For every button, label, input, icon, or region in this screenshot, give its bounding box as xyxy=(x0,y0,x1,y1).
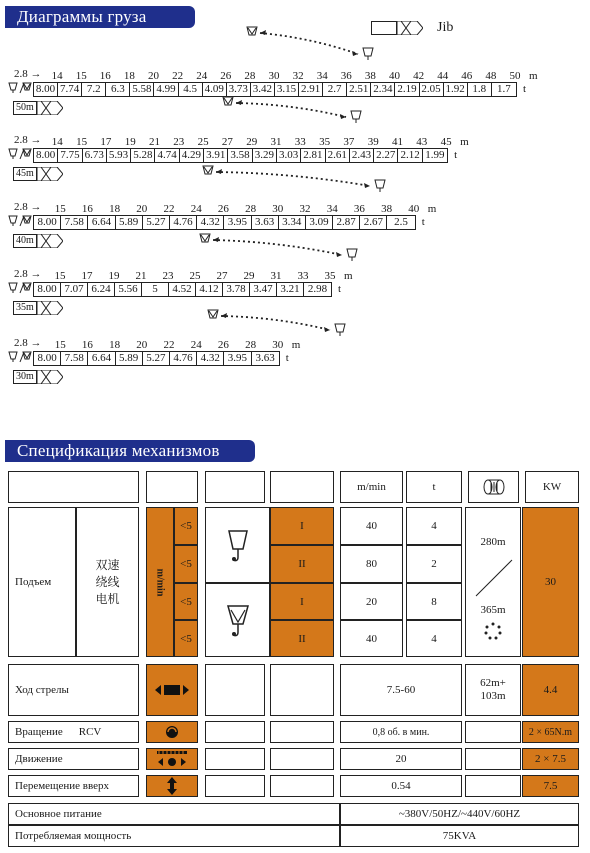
capacity-value: 2.67 xyxy=(360,216,387,229)
radius-value: 32 xyxy=(292,70,304,82)
capacity-value: 2.12 xyxy=(398,149,422,162)
boom-length-tag xyxy=(13,101,63,115)
radius-value: 25 xyxy=(189,270,201,282)
capacity-value: 4.29 xyxy=(180,149,204,162)
hoist-speed-3: 20 xyxy=(340,583,403,620)
radius-value: 23 xyxy=(173,136,185,148)
climbing-blank-2 xyxy=(270,775,334,797)
capacity-value: 8.00 xyxy=(34,283,61,296)
jib-arrow-icon xyxy=(397,21,423,35)
slewing-label: Вращение xyxy=(15,726,63,738)
load-charts-title: Диаграммы груза xyxy=(5,6,195,28)
capacity-row xyxy=(33,148,448,163)
luffing-blank-2 xyxy=(270,664,334,716)
trolley-travel-arrow xyxy=(201,306,358,349)
boom-length: 50m xyxy=(13,101,37,115)
radius-value: 19 xyxy=(108,270,120,282)
header-speed-unit: m/min xyxy=(340,471,403,503)
radius-value: 26 xyxy=(220,70,232,82)
load-unit: t xyxy=(523,83,527,95)
radius-value: 30 xyxy=(272,203,284,215)
radius-value: 24 xyxy=(190,203,202,215)
boom-length: 35m xyxy=(13,301,37,315)
capacity-value: 2.81 xyxy=(301,149,325,162)
load-unit: t xyxy=(454,149,458,161)
capacity-value: 4.76 xyxy=(170,216,197,229)
radius-value: 46 xyxy=(461,70,473,82)
hoist-speed-axis: m/min xyxy=(146,507,174,657)
chart-start-radius: 2.8 → xyxy=(14,134,42,146)
climbing-blank-1 xyxy=(205,775,265,797)
radius-value: 23 xyxy=(162,270,174,282)
header-power-unit: KW xyxy=(525,471,579,503)
capacity-value: 7.2 xyxy=(82,83,106,96)
capacity-value: 3.21 xyxy=(277,283,304,296)
radius-value: 33 xyxy=(294,136,306,148)
capacity-value: 3.78 xyxy=(223,283,250,296)
capacity-value: 2.05 xyxy=(420,83,444,96)
power-supply-value: ~380V/50HZ/~440V/60HZ xyxy=(340,803,579,825)
capacity-value: 8.00 xyxy=(34,149,58,162)
radius-value: 37 xyxy=(343,136,355,148)
capacity-value: 4.76 xyxy=(170,352,197,365)
radius-value: 26 xyxy=(217,339,229,351)
luffing-power: 4.4 xyxy=(522,664,579,716)
slewing-power: 2 × 65N.m xyxy=(522,721,579,743)
hoist-power: 30 xyxy=(522,507,579,657)
radius-value: 48 xyxy=(485,70,497,82)
capacity-value: 3.95 xyxy=(224,352,251,365)
rope-divider-line xyxy=(474,558,514,598)
hoist-gear-3: I xyxy=(270,583,334,620)
capacity-value: 3.91 xyxy=(204,149,228,162)
radius-value: 41 xyxy=(392,136,403,148)
hook-type-icon xyxy=(8,351,32,366)
boom-length: 45m xyxy=(13,167,37,181)
radius-value: 22 xyxy=(172,70,184,82)
spec-title: Спецификация механизмов xyxy=(5,440,255,462)
travel-blank-3 xyxy=(465,748,521,770)
radius-value: 31 xyxy=(270,136,282,148)
rope-coil-icon xyxy=(484,622,502,640)
capacity-value: 3.09 xyxy=(306,216,333,229)
radius-value: 18 xyxy=(123,70,135,82)
travel-power: 2 × 7.5 xyxy=(522,748,579,770)
capacity-row xyxy=(33,215,416,230)
radius-value: 18 xyxy=(109,339,121,351)
capacity-value: 3.73 xyxy=(227,83,251,96)
travel-blank-1 xyxy=(205,748,265,770)
capacity-value: 5.56 xyxy=(115,283,142,296)
radius-value: 24 xyxy=(190,339,202,351)
jib-arrow-icon xyxy=(37,101,63,115)
hoist-rope xyxy=(465,507,521,657)
hoist-speed-4: 40 xyxy=(340,620,403,657)
hoist-load-2: 2 xyxy=(406,545,462,583)
capacity-value: 5.89 xyxy=(116,352,143,365)
radius-value: 17 xyxy=(100,136,112,148)
radius-value: 36 xyxy=(340,70,352,82)
boom-length: 40m xyxy=(13,234,37,248)
hoist-motor xyxy=(76,507,139,657)
radius-value: 28 xyxy=(245,203,257,215)
capacity-value: 4.32 xyxy=(197,216,224,229)
capacity-value: 5.27 xyxy=(143,216,170,229)
radius-value: 24 xyxy=(196,70,208,82)
capacity-value: 3.42 xyxy=(251,83,275,96)
capacity-value: 5.27 xyxy=(143,352,170,365)
consumption-value: 75KVA xyxy=(340,825,579,847)
slewing-icon xyxy=(146,721,198,743)
radius-unit: m xyxy=(344,270,353,282)
radius-value: 27 xyxy=(221,136,233,148)
jib-arrow-icon xyxy=(37,167,63,181)
header-blank-4 xyxy=(270,471,334,503)
capacity-value: 3.34 xyxy=(279,216,306,229)
radius-value: 14 xyxy=(51,70,63,82)
radius-value: 40 xyxy=(389,70,400,82)
radius-value: 45 xyxy=(440,136,452,148)
travel-blank-2 xyxy=(270,748,334,770)
hoist-motor-3: 电机 xyxy=(95,591,120,606)
hoist-gear-4: II xyxy=(270,620,334,657)
hoist-rope-bottom: 365m xyxy=(480,604,506,616)
header-blank-2 xyxy=(146,471,198,503)
capacity-value: 6.73 xyxy=(83,149,107,162)
capacity-value: 2.51 xyxy=(347,83,371,96)
slewing-blank-1 xyxy=(205,721,265,743)
radius-value: 44 xyxy=(437,70,449,82)
trolley-travel-arrow xyxy=(240,23,386,73)
hoist-load-1: 4 xyxy=(406,507,462,545)
capacity-value: 5.58 xyxy=(130,83,154,96)
capacity-value: 4.99 xyxy=(154,83,178,96)
capacity-value: 8.00 xyxy=(34,216,61,229)
hook-type-icon xyxy=(8,282,32,297)
radius-value: 20 xyxy=(148,70,159,82)
jib-arrow-icon xyxy=(37,301,63,315)
hoist-level-4: <5 xyxy=(174,620,198,657)
radius-value: 25 xyxy=(197,136,209,148)
capacity-value: 2.7 xyxy=(323,83,347,96)
slewing-blank-3 xyxy=(465,721,521,743)
capacity-value: 6.24 xyxy=(88,283,115,296)
radius-value: 29 xyxy=(246,136,258,148)
luffing-speed: 7.5-60 xyxy=(340,664,462,716)
power-supply-label: Основное питание xyxy=(8,803,340,825)
capacity-value: 2.87 xyxy=(333,216,360,229)
capacity-value: 7.75 xyxy=(58,149,82,162)
capacity-value: 4.52 xyxy=(169,283,196,296)
trolley-travel-arrow xyxy=(193,230,370,274)
radius-unit: m xyxy=(291,339,301,351)
capacity-value: 3.58 xyxy=(228,149,252,162)
slewing-speed: 0,8 об. в мин. xyxy=(340,721,462,743)
hoist-level-3: <5 xyxy=(174,583,198,620)
drum-icon xyxy=(468,471,519,503)
capacity-value: 2.5 xyxy=(394,216,408,228)
capacity-value: 4.12 xyxy=(196,283,223,296)
boom-length: 30m xyxy=(13,370,37,384)
climbing-icon xyxy=(146,775,198,797)
climbing-label: Перемещение вверх xyxy=(8,775,139,797)
radius-value: 17 xyxy=(81,270,93,282)
radius-value: 18 xyxy=(109,203,121,215)
radius-value: 16 xyxy=(81,339,93,351)
capacity-value: 7.74 xyxy=(58,83,82,96)
capacity-value: 4.74 xyxy=(155,149,179,162)
radius-unit: m xyxy=(427,203,437,215)
load-unit: t xyxy=(338,283,342,295)
climbing-speed: 0.54 xyxy=(340,775,462,797)
capacity-value: 3.95 xyxy=(224,216,251,229)
capacity-value: 2.27 xyxy=(374,149,398,162)
hook-single-icon xyxy=(205,507,270,583)
radius-value: 16 xyxy=(99,70,111,82)
chart-start-radius: 2.8 → xyxy=(14,68,42,80)
radius-value: 34 xyxy=(316,70,328,82)
radius-value: 20 xyxy=(136,339,148,351)
radius-value: 19 xyxy=(124,136,136,148)
capacity-value: 5.93 xyxy=(107,149,131,162)
radius-value: 39 xyxy=(367,136,379,148)
radius-value: 43 xyxy=(416,136,428,148)
jib-arrow-icon xyxy=(37,370,63,384)
trolley-travel-arrow xyxy=(216,93,374,136)
radius-value: 42 xyxy=(413,70,425,82)
travel-icon xyxy=(146,748,198,770)
radius-value: 27 xyxy=(216,270,228,282)
trolley-travel-icon xyxy=(146,664,198,716)
radius-value: 32 xyxy=(299,203,311,215)
radius-value: 29 xyxy=(243,270,255,282)
capacity-row xyxy=(33,351,280,366)
header-blank-3 xyxy=(205,471,265,503)
hook-type-icon xyxy=(8,82,32,97)
capacity-value: 3.63 xyxy=(252,216,279,229)
climbing-blank-3 xyxy=(465,775,521,797)
trolley-travel-arrow xyxy=(196,162,398,205)
hoist-label: Подъем xyxy=(8,507,76,657)
radius-value: 15 xyxy=(54,270,66,282)
radius-value: 35 xyxy=(324,270,336,282)
capacity-value: 1.92 xyxy=(444,83,468,96)
capacity-value: 3.15 xyxy=(275,83,299,96)
boom-length-tag xyxy=(13,234,63,248)
slewing-label-cell xyxy=(8,721,139,743)
capacity-value: 4.5 xyxy=(179,83,203,96)
radius-value: 35 xyxy=(319,136,331,148)
travel-speed: 20 xyxy=(340,748,462,770)
capacity-value: 3.29 xyxy=(253,149,277,162)
radius-value: 15 xyxy=(75,70,87,82)
radius-value: 26 xyxy=(217,203,229,215)
climbing-power: 7.5 xyxy=(522,775,579,797)
radius-value: 20 xyxy=(136,203,148,215)
capacity-value: 3.03 xyxy=(277,149,301,162)
hoist-level-1: <5 xyxy=(174,507,198,545)
capacity-value: 5.28 xyxy=(131,149,155,162)
hoist-speed-2: 80 xyxy=(340,545,403,583)
capacity-row xyxy=(33,282,332,297)
radius-value: 30 xyxy=(268,70,280,82)
radius-value: 21 xyxy=(149,136,160,148)
hook-double-icon xyxy=(205,583,270,657)
capacity-value: 2.98 xyxy=(307,283,328,295)
hoist-load-3: 8 xyxy=(406,583,462,620)
header-blank-1 xyxy=(8,471,139,503)
radius-value: 50 xyxy=(509,70,521,82)
capacity-value: 1.7 xyxy=(496,83,511,95)
capacity-value: 7.07 xyxy=(61,283,88,296)
radius-value: 33 xyxy=(297,270,309,282)
chart-start-radius: 2.8 → xyxy=(14,201,42,213)
radius-value: 30 xyxy=(272,339,284,351)
header-load-unit: t xyxy=(406,471,462,503)
capacity-value: 2.19 xyxy=(395,83,419,96)
capacity-value: 4.09 xyxy=(203,83,227,96)
load-unit: t xyxy=(421,216,425,228)
capacity-value: 2.34 xyxy=(371,83,395,96)
slewing-blank-2 xyxy=(270,721,334,743)
luffing-label: Ход стрелы xyxy=(8,664,139,716)
radius-value: 22 xyxy=(163,339,175,351)
capacity-value: 5 xyxy=(142,283,169,296)
hoist-motor-1: 双速 xyxy=(95,557,120,572)
boom-length-tag xyxy=(13,301,63,315)
radius-value: 38 xyxy=(364,70,376,82)
capacity-value: 6.3 xyxy=(106,83,130,96)
hook-type-icon xyxy=(8,215,32,230)
luffing-rope: 62m+ 103m xyxy=(465,664,521,716)
capacity-value: 2.61 xyxy=(326,149,350,162)
consumption-label: Потребляемая мощность xyxy=(8,825,340,847)
chart-start-radius: 2.8 → xyxy=(14,337,42,349)
radius-value: 22 xyxy=(163,203,175,215)
capacity-value: 7.58 xyxy=(61,216,88,229)
boom-length-tag xyxy=(13,167,63,181)
radius-value: 15 xyxy=(54,339,66,351)
capacity-value: 6.64 xyxy=(88,216,115,229)
hoist-motor-2: 绕线 xyxy=(95,574,120,589)
radius-value: 38 xyxy=(381,203,393,215)
radius-value: 14 xyxy=(51,136,63,148)
radius-value: 31 xyxy=(270,270,282,282)
radius-value: 40 xyxy=(408,203,420,215)
capacity-value: 7.58 xyxy=(61,352,88,365)
radius-value: 36 xyxy=(353,203,365,215)
capacity-value: 4.32 xyxy=(197,352,224,365)
radius-unit: m xyxy=(460,136,469,148)
capacity-value: 3.63 xyxy=(255,352,275,364)
jib-arrow-icon xyxy=(37,234,63,248)
slewing-code: RCV xyxy=(78,726,102,738)
capacity-value: 2.43 xyxy=(350,149,374,162)
capacity-value: 3.47 xyxy=(250,283,277,296)
luffing-blank-1 xyxy=(205,664,265,716)
capacity-value: 5.89 xyxy=(116,216,143,229)
jib-label: Jib xyxy=(437,20,454,35)
hoist-rope-top: 280m xyxy=(480,536,506,548)
radius-value: 28 xyxy=(245,339,257,351)
radius-unit: m xyxy=(529,70,538,82)
capacity-value: 2.91 xyxy=(299,83,323,96)
radius-value: 15 xyxy=(54,203,66,215)
capacity-value: 6.64 xyxy=(88,352,115,365)
boom-length-tag xyxy=(13,370,63,384)
chart-start-radius: 2.8 → xyxy=(14,268,42,280)
load-unit: t xyxy=(285,352,289,364)
hoist-gear-2: II xyxy=(270,545,334,583)
hoist-load-4: 4 xyxy=(406,620,462,657)
capacity-value: 8.00 xyxy=(34,352,61,365)
capacity-value: 1.8 xyxy=(468,83,492,96)
capacity-value: 1.99 xyxy=(425,149,445,161)
radius-value: 21 xyxy=(135,270,147,282)
travel-label: Движение xyxy=(8,748,139,770)
radius-value: 15 xyxy=(76,136,88,148)
radius-value: 28 xyxy=(244,70,256,82)
radius-value: 34 xyxy=(326,203,338,215)
capacity-value: 8.00 xyxy=(34,83,58,96)
radius-value: 16 xyxy=(81,203,93,215)
hoist-gear-1: I xyxy=(270,507,334,545)
hoist-speed-1: 40 xyxy=(340,507,403,545)
hoist-level-2: <5 xyxy=(174,545,198,583)
hook-type-icon xyxy=(8,148,32,163)
